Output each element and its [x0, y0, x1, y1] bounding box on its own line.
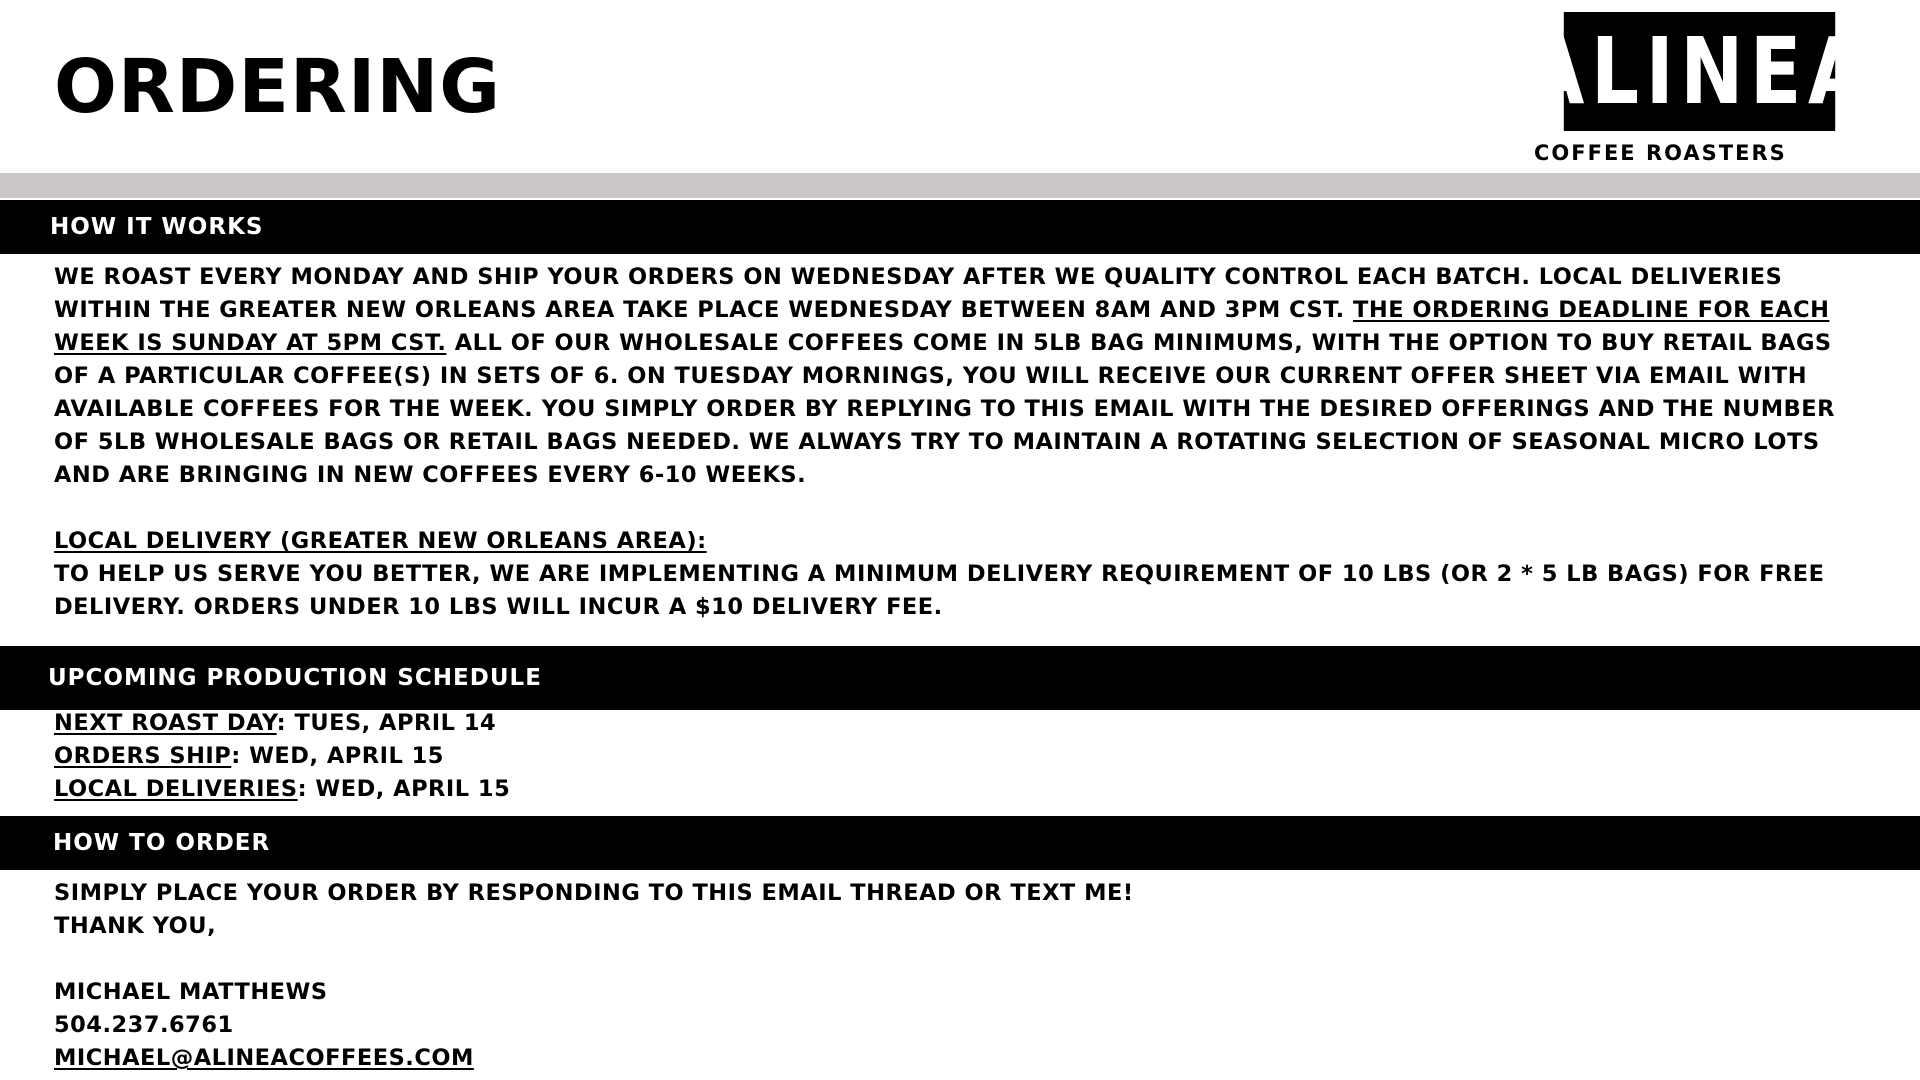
schedule-label: NEXT ROAST DAY: [54, 710, 277, 736]
sign-off: THANK YOU,: [54, 913, 217, 939]
brand-logo: [1526, 12, 1873, 165]
local-delivery-heading: LOCAL DELIVERY (GREATER NEW ORLEANS AREA):: [54, 528, 707, 554]
section-bar-schedule: [0, 646, 1920, 710]
schedule-item: [54, 740, 1866, 773]
section-heading: HOW IT WORKS: [50, 214, 264, 240]
logo-wordmark: ALINEA: [1564, 12, 1835, 131]
paragraph-intro: WE ROAST EVERY MONDAY AND SHIP YOUR ORDERS ON WEDNESDAY AFTER WE QUALITY CONTROL EACH BATCH. LOCAL DELIVERIES WITHIN THE GREATER NEW ORLEANS AREA TAKE PLACE WEDNESDAY BETWEEN 8AM AND 3PM CST.: [54, 264, 1783, 323]
schedule-item: [54, 773, 1866, 806]
schedule-value: : WED, APRIL 15: [231, 743, 444, 769]
page-title: ORDERING: [54, 44, 502, 130]
local-delivery-text: TO HELP US SERVE YOU BETTER, WE ARE IMPLEMENTING A MINIMUM DELIVERY REQUIREMENT OF 10 LBS (OR 2 * 5 LB BAGS) FOR FREE DELIVERY. ORDERS UNDER 10 LBS WILL INCUR A $10 DELIVERY FEE.: [54, 561, 1825, 620]
schedule-item: [54, 707, 1866, 740]
logo-subtitle: COFFEE ROASTERS: [1534, 141, 1787, 165]
schedule-label: LOCAL DELIVERIES: [54, 776, 298, 802]
contact-name: MICHAEL MATTHEWS: [54, 979, 328, 1005]
schedule-value: : TUES, APRIL 14: [276, 710, 497, 736]
order-instructions: SIMPLY PLACE YOUR ORDER BY RESPONDING TO THIS EMAIL THREAD OR TEXT ME!: [54, 880, 1134, 906]
section-heading: HOW TO ORDER: [53, 830, 271, 856]
how-it-works-paragraph: [54, 261, 1866, 492]
how-it-works-body: [54, 261, 1866, 624]
section-bar-how-it-works: [0, 200, 1920, 254]
section-bar-how-to-order: [0, 816, 1920, 870]
ordering-deadline: THE ORDERING DEADLINE FOR EACH WEEK IS SUNDAY AT 5PM CST.: [54, 297, 1830, 356]
schedule-value: : WED, APRIL 15: [297, 776, 511, 802]
section-heading: UPCOMING PRODUCTION SCHEDULE: [48, 665, 542, 691]
schedule-label: ORDERS SHIP: [54, 743, 232, 769]
contact-phone[interactable]: 504.237.6761: [54, 1012, 234, 1038]
paragraph-details: ALL OF OUR WHOLESALE COFFEES COME IN 5LB BAG MINIMUMS, WITH THE OPTION TO BUY RETAIL BAGS OF A PARTICULAR COFFEE(S) IN SETS OF 6. ON TUESDAY MORNINGS, YOU WILL RECEIVE OUR CURRENT OFFER SHEET VIA EMAIL WITH AVAILABLE COFFEES FOR THE WEEK. YOU SIMPLY ORDER BY REPLYING TO THIS EMAIL WITH THE DESIRED OFFERINGS AND THE NUMBER OF 5LB WHOLESALE BAGS OR RETAIL BAGS NEEDED. WE ALWAYS TRY TO MAINTAIN A ROTATING SELECTION OF SEASONAL MICRO LOTS AND ARE BRINGING IN NEW COFFEES EVERY 6-10 WEEKS.: [54, 330, 1835, 488]
how-to-order-body: [54, 877, 1866, 1075]
header-divider: [0, 173, 1920, 198]
contact-email-link[interactable]: MICHAEL@ALINEACOFFEES.COM: [54, 1045, 474, 1071]
schedule-list: [54, 707, 1866, 806]
